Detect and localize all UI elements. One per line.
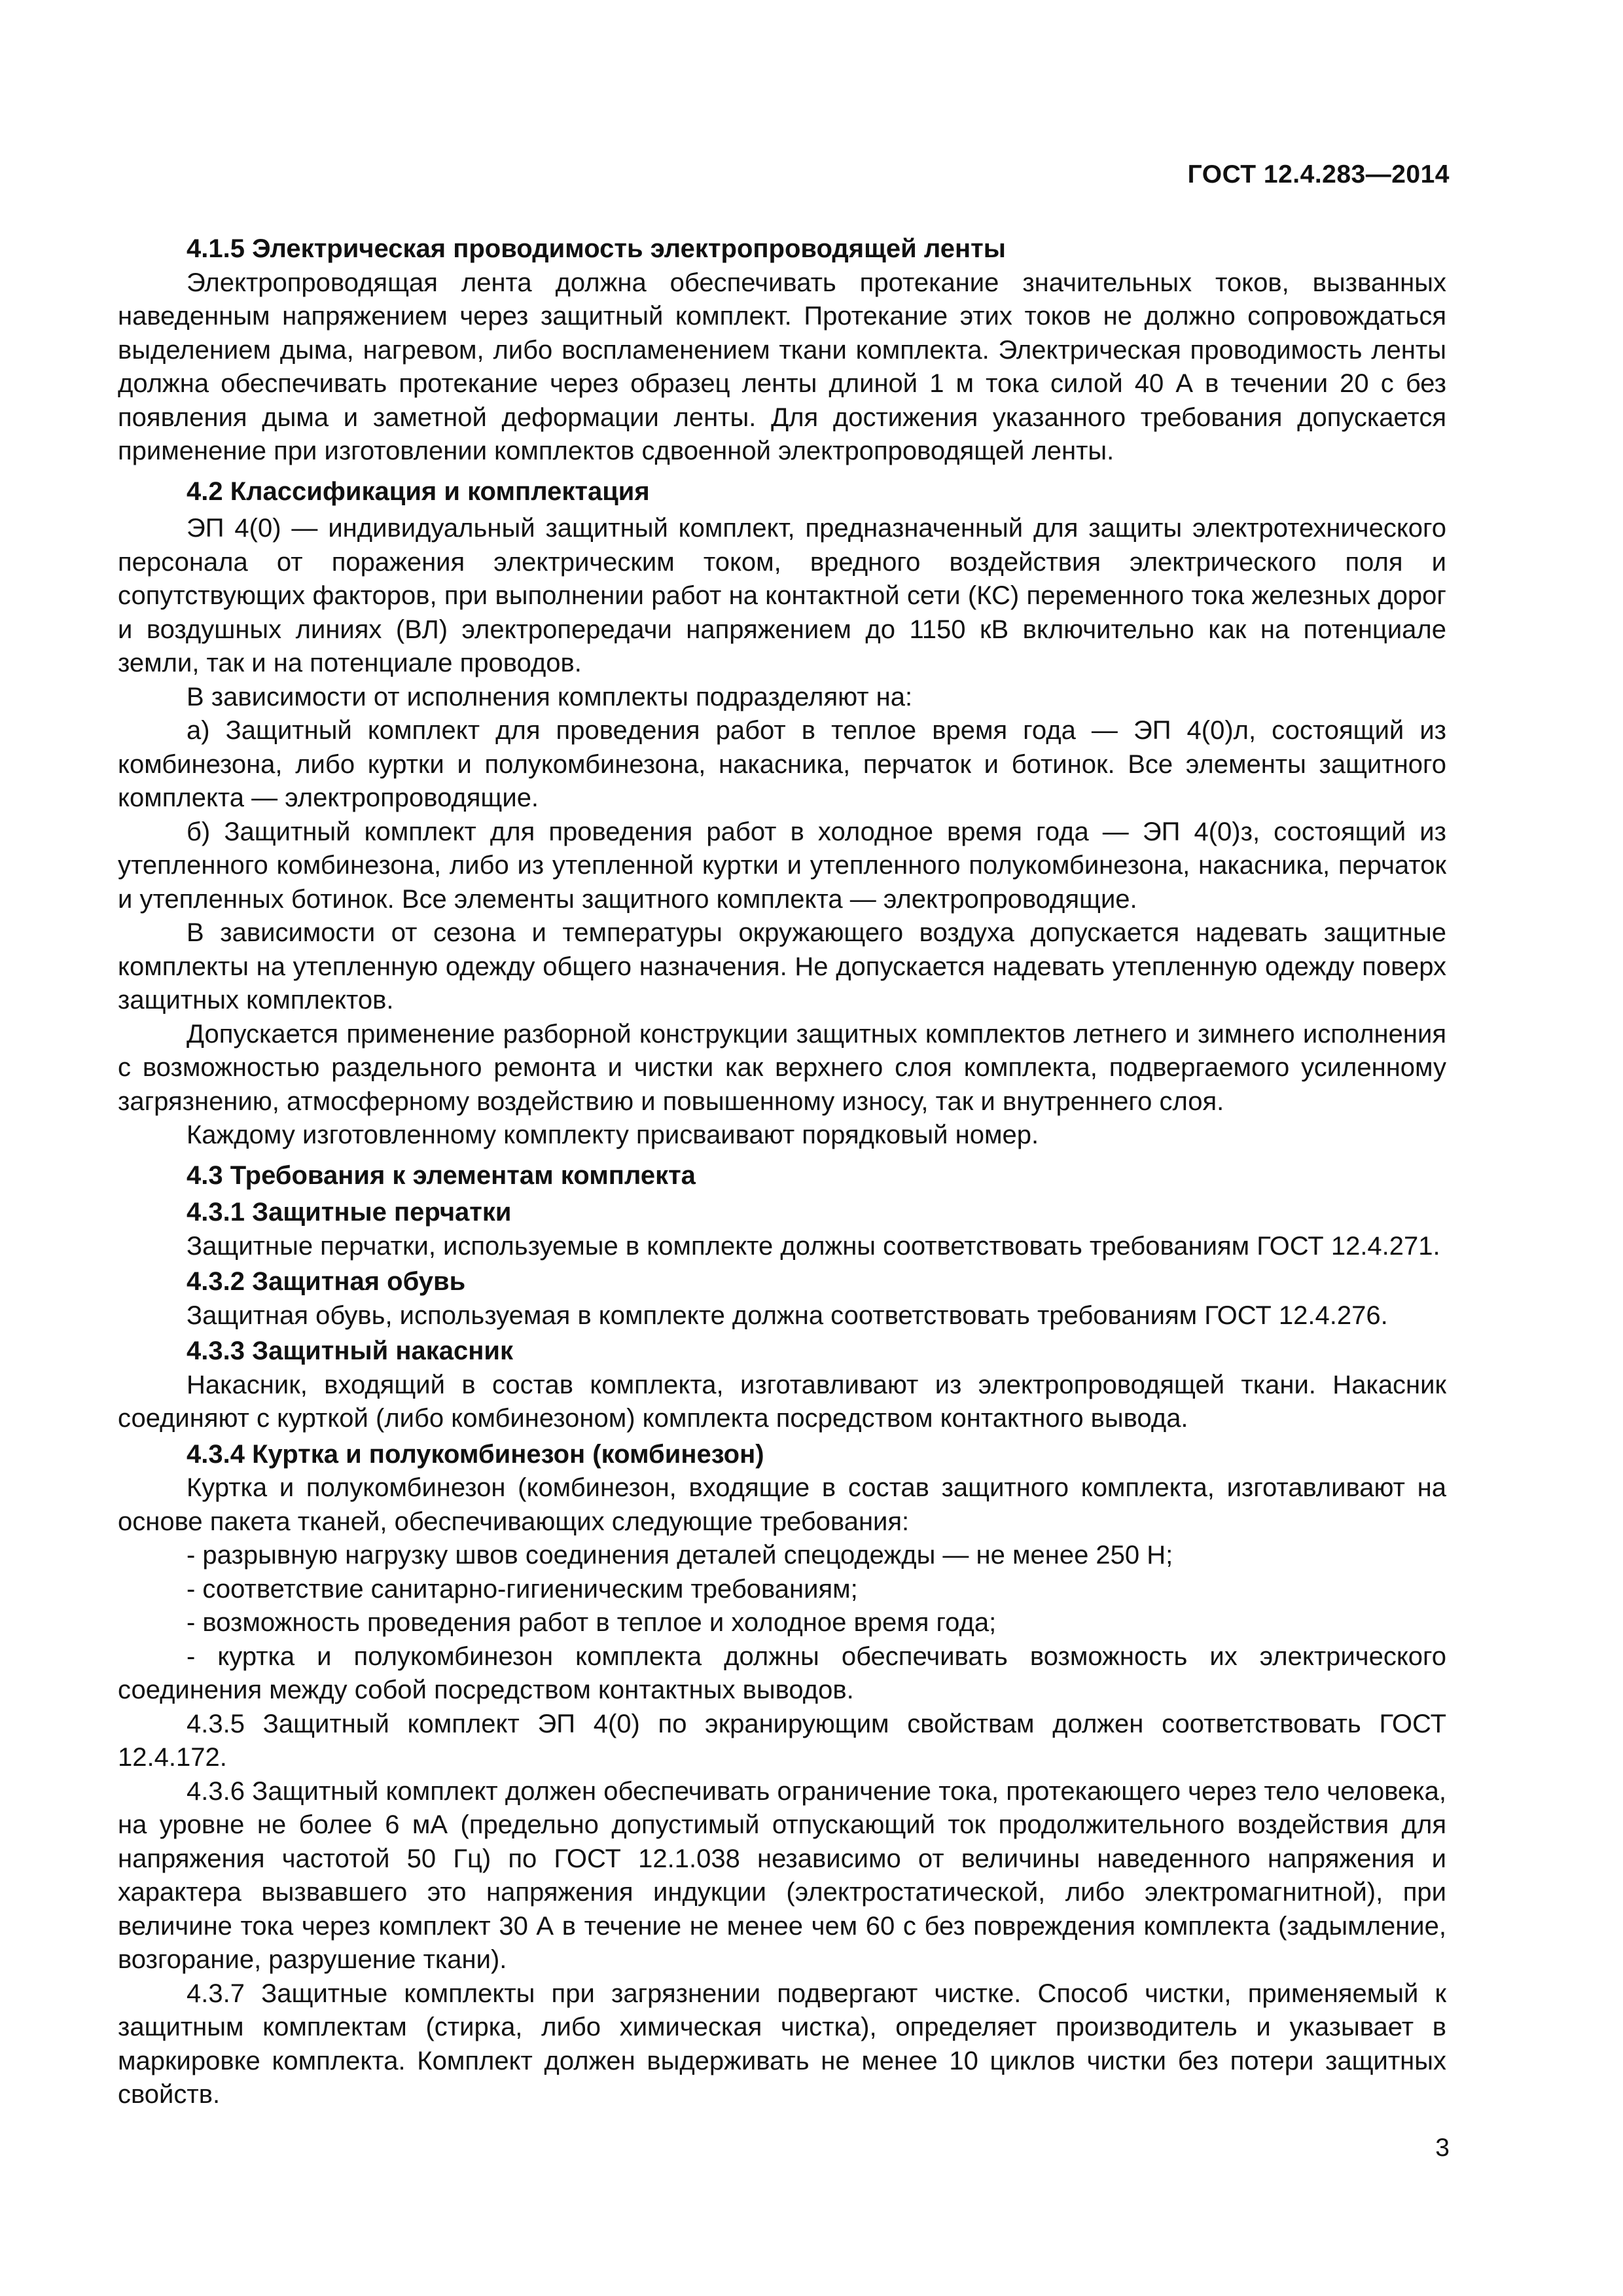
section-heading-4-1-5: 4.1.5 Электрическая проводимость электропроводящей ленты [187, 234, 1006, 263]
list-item: - соответствие санитарно-гигиеническим требованиям; [187, 1574, 858, 1604]
document-body [118, 230, 1446, 2112]
paragraph-4-3-7: 4.3.7 Защитные комплекты при загрязнении подвергают чистке. Способ чистки, применяемый к защитным комплектам (стирка, либо химическая чистка), определяет производитель и указывает в маркировке комплекта. Комплект должен выдерживать не менее 10 циклов чистки без потери защитных свойств. [118, 1979, 1446, 2109]
section-heading-4-2: 4.2 Классификация и комплектация [187, 476, 650, 506]
paragraph: В зависимости от сезона и температуры окружающего воздуха допускается надевать защитные комплекты на утепленную одежду общего назначения. Не допускается надевать утепленную одежду поверх защитных комплектов. [118, 918, 1446, 1014]
paragraph-4-3-5: 4.3.5 Защитный комплект ЭП 4(0) по экранирующим свойствам должен соответствовать ГОСТ 12.4.172. [118, 1709, 1446, 1772]
section-heading-4-3-2: 4.3.2 Защитная обувь [187, 1267, 466, 1296]
section-heading-4-3-3: 4.3.3 Защитный накасник [187, 1336, 514, 1365]
paragraph: а) Защитный комплект для проведения работ в теплое время года — ЭП 4(0)л, состоящий из комбинезона, либо куртки и полукомбинезона, накасника, перчаток и ботинок. Все элементы защитного комплекта — электропроводящие. [118, 716, 1446, 812]
paragraph-4-3-6: 4.3.6 Защитный комплект должен обеспечивать ограничение тока, протекающего через тело человека, на уровне не более 6 мА (предельно допустимый отпускающий ток продолжительного воздействия для напряжения частотой 50 Гц) по ГОСТ 12.1.038 независимо от величины наведенного напряжения и характера вызвавшего это напряжения индукции (электростатической, либо электромагнитной), при величине тока через комплект 30 А в течение не менее чем 60 с без повреждения комплекта (задымление, возгорание, разрушение ткани). [118, 1776, 1446, 1974]
list-item: - куртка и полукомбинезон комплекта должны обеспечивать возможность их электрического соединения между собой посредством контактных выводов. [118, 1641, 1446, 1704]
paragraph: Допускается применение разборной конструкции защитных комплектов летнего и зимнего исполнения с возможностью раздельного ремонта и чистки как верхнего слоя комплекта, подвергаемого усиленному загрязнению, атмосферному воздействию и повышенному износу, так и внутреннего слоя. [118, 1019, 1446, 1116]
paragraph: Куртка и полукомбинезон (комбинезон, входящие в состав защитного комплекта, изготавливают на основе пакета тканей, обеспечивающих следующие требования: [118, 1473, 1446, 1536]
paragraph: Защитные перчатки, используемые в комплекте должны соответствовать требованиям ГОСТ 12.4.271. [187, 1231, 1440, 1261]
paragraph: Накасник, входящий в состав комплекта, изготавливают из электропроводящей ткани. Накасник соединяют с курткой (либо комбинезоном) комплекта посредством контактного вывода. [118, 1370, 1446, 1433]
section-heading-4-3: 4.3 Требования к элементам комплекта [187, 1160, 696, 1190]
standard-header: ГОСТ 12.4.283—2014 [1187, 160, 1450, 188]
list-item: - возможность проведения работ в теплое и холодное время года; [187, 1608, 997, 1637]
page-number: 3 [1435, 2134, 1450, 2162]
section-heading-4-3-1: 4.3.1 Защитные перчатки [187, 1198, 512, 1227]
paragraph: ЭП 4(0) — индивидуальный защитный комплект, предназначенный для защиты электротехнического персонала от поражения электрическим током, вредного воздействия электрического поля и сопутствующих факторов, при выполнении работ на контактной сети (КС) переменного тока железных дорог и воздушных линиях (ВЛ) электропередачи напряжением до 1150 кВ включительно как на потенциале земли, так и на потенциале проводов. [118, 514, 1446, 677]
section-heading-4-3-4: 4.3.4 Куртка и полукомбинезон (комбинезон) [187, 1439, 764, 1469]
paragraph: Электропроводящая лента должна обеспечивать протекание значительных токов, вызванных наведенным напряжением через защитный комплект. Протекание этих токов не должно сопровождаться выделением дыма, нагревом, либо воспламенением ткани комплекта. Электрическая проводимость ленты должна обеспечивать протекание через образец ленты длиной 1 м тока силой 40 А в течении 20 с без появления дыма и заметной деформации ленты. Для достижения указанного требования допускается применение при изготовлении комплектов сдвоенной электропроводящей ленты. [118, 268, 1446, 465]
list-item: - разрывную нагрузку швов соединения деталей спецодежды — не менее 250 Н; [187, 1541, 1173, 1570]
requirements-list [118, 1539, 1446, 1708]
paragraph: Защитная обувь, используемая в комплекте должна соответствовать требованиям ГОСТ 12.4.276. [187, 1300, 1388, 1330]
paragraph: Каждому изготовленному комплекту присваивают порядковый номер. [187, 1121, 1039, 1149]
paragraph: б) Защитный комплект для проведения работ в холодное время года — ЭП 4(0)з, состоящий из утепленного комбинезона, либо из утепленной куртки и утепленного полукомбинезона, накасника, перчаток и утепленных ботинок. Все элементы защитного комплекта — электропроводящие. [118, 817, 1446, 914]
paragraph: В зависимости от исполнения комплекты подразделяют на: [187, 682, 913, 711]
